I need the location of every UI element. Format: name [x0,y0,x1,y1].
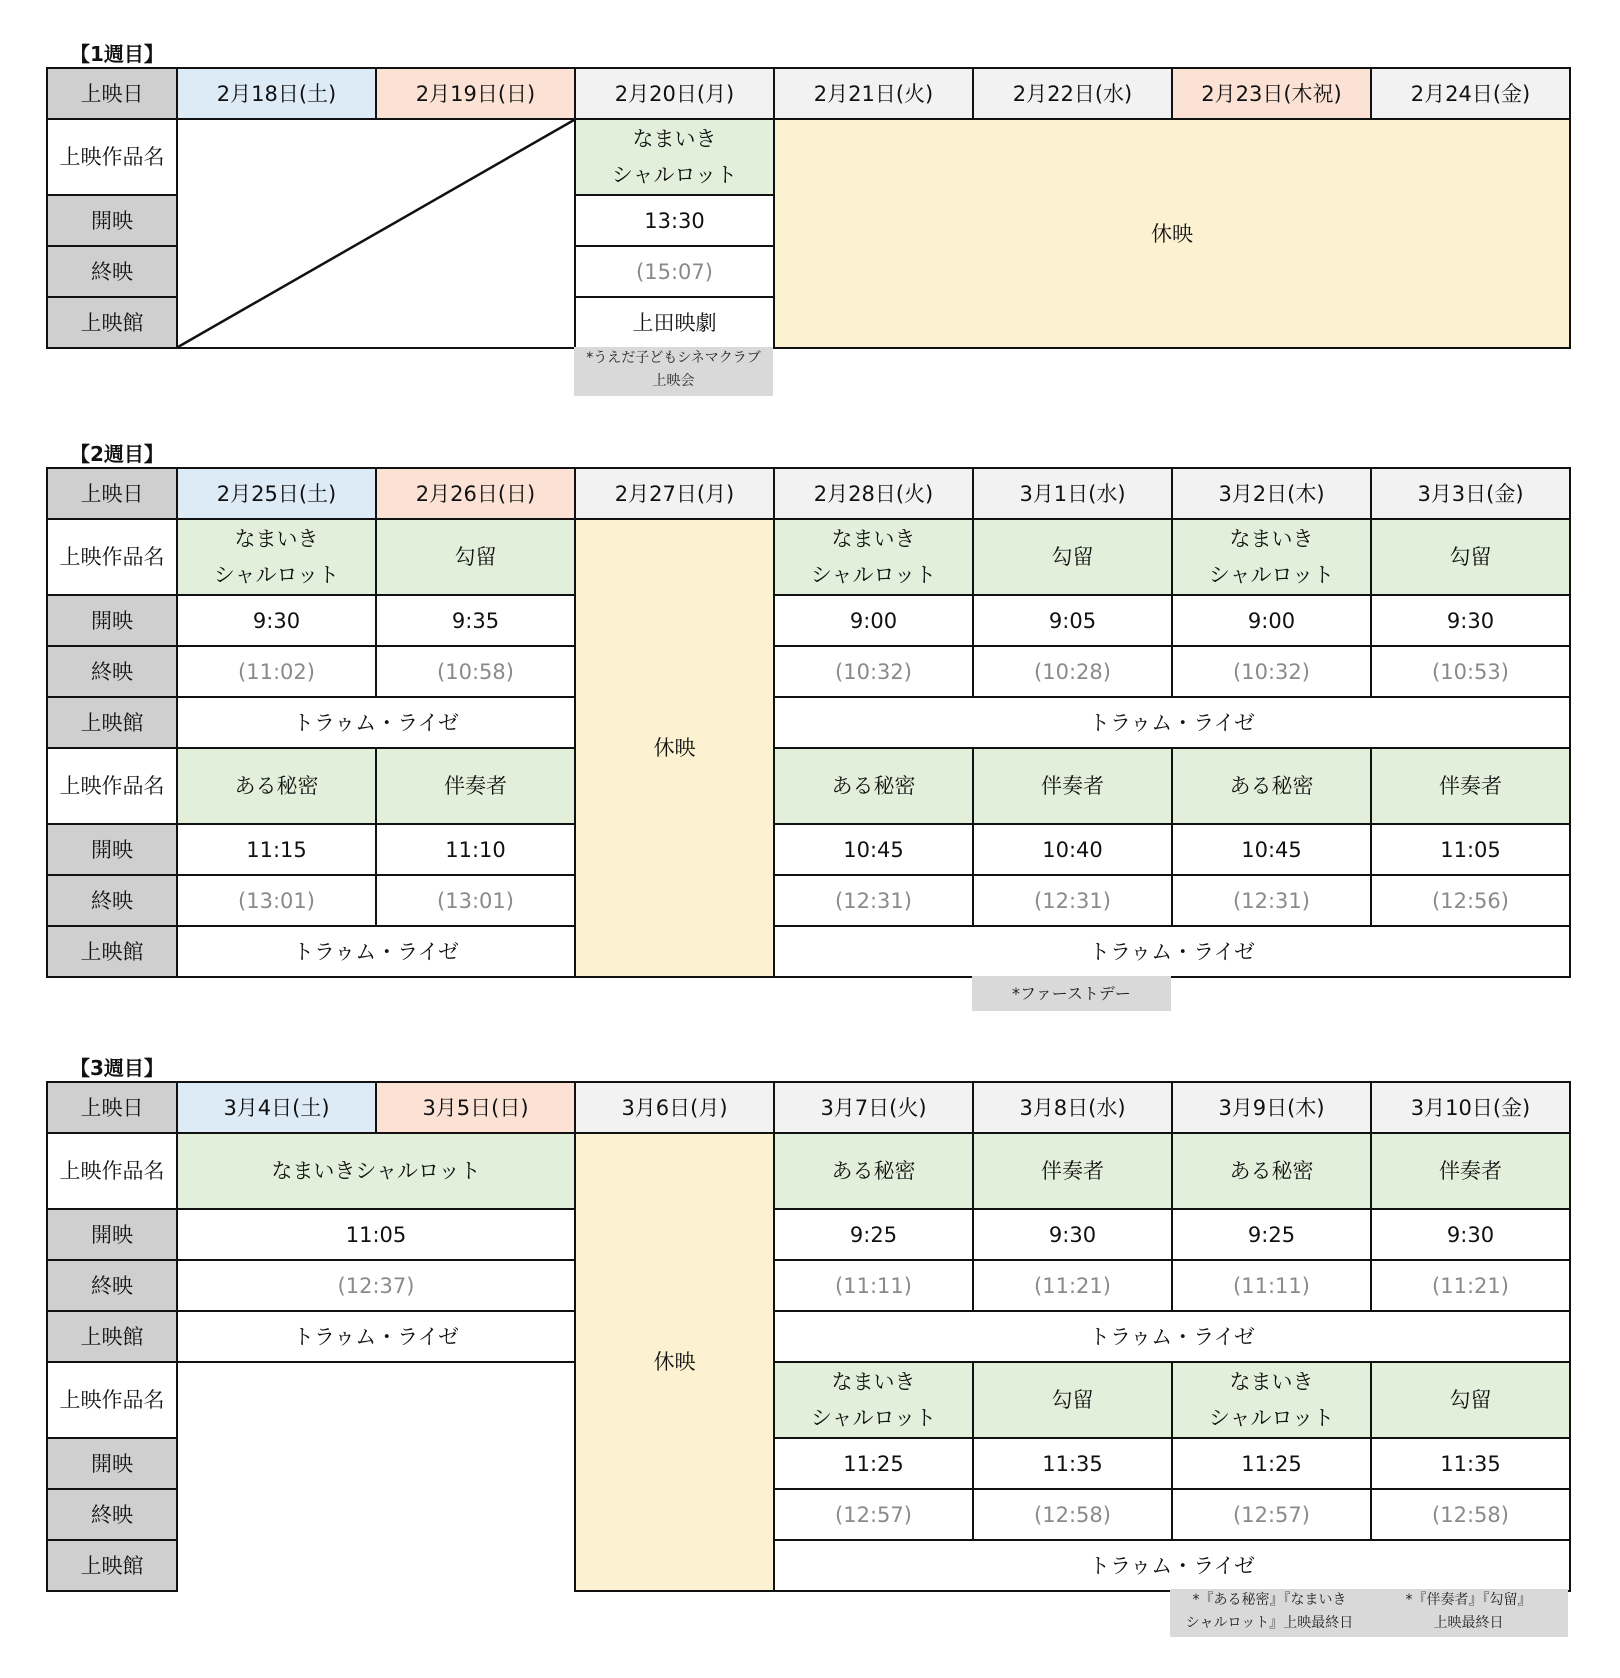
start-row-2 [47,824,1570,875]
start-fri: 11:35 [1371,1438,1570,1489]
film-wed: 伴奏者 [973,748,1172,824]
diagonal-line [178,120,574,347]
start-sat: 11:15 [177,824,376,875]
label-end: 終映 [47,246,177,297]
label-end: 終映 [47,875,177,926]
start-tue: 9:25 [774,1209,973,1260]
end-wed: (12:31) [973,875,1172,926]
week2-title: 【2週目】 [70,442,164,466]
note-line2: 上映会 [652,373,695,389]
end-fri: (12:56) [1371,875,1570,926]
end-tue: (12:31) [774,875,973,926]
end-row-1 [47,646,1570,697]
end-tue: (10:32) [774,646,973,697]
film-title-line1: なまいき [831,527,916,551]
date-sat: 2月25日(土) [177,468,376,519]
date-mon: 2月20日(月) [575,68,774,119]
film-sat [177,519,376,595]
venue-weekend: トラゥム・ライゼ [177,926,575,977]
start-wed: 10:40 [973,824,1172,875]
end-wed: (11:21) [973,1260,1172,1311]
film-fri: 勾留 [1371,1362,1570,1438]
film-fri: 伴奏者 [1371,1133,1570,1209]
date-sun: 3月5日(日) [376,1082,575,1133]
film-wed: 勾留 [973,1362,1172,1438]
film-tue [774,519,973,595]
label-venue: 上映館 [47,1540,177,1591]
date-tue: 3月7日(火) [774,1082,973,1133]
date-sun: 2月26日(日) [376,468,575,519]
film-title-line1: なまいき [831,1370,916,1394]
start-fri: 9:30 [1371,595,1570,646]
end-thu: (11:11) [1172,1260,1371,1311]
label-end: 終映 [47,1489,177,1540]
end-wed: (10:28) [973,646,1172,697]
note-line1: *『伴奏者』『勾留』 [1405,1592,1532,1608]
film-weekend: なまいきシャルロット [177,1133,575,1209]
note-line2: 上映最終日 [1433,1615,1504,1631]
date-row [47,1082,1570,1133]
date-thu: 3月2日(木) [1172,468,1371,519]
no-screening-cell [177,119,575,348]
label-venue: 上映館 [47,1311,177,1362]
film-title-line2: シャルロット [213,563,340,587]
film-sun: 勾留 [376,519,575,595]
start-fri: 9:30 [1371,1209,1570,1260]
film-row-2 [47,748,1570,824]
end-fri: (12:58) [1371,1489,1570,1540]
film-wed: 伴奏者 [973,1133,1172,1209]
film-title-line1: なまいき [234,527,319,551]
venue-mon: 上田映劇 [575,297,774,348]
date-thu-holiday: 2月23日(木祝) [1172,68,1371,119]
date-tue: 2月21日(火) [774,68,973,119]
film-wed: 勾留 [973,519,1172,595]
start-wed: 9:05 [973,595,1172,646]
film-title-line2: シャルロット [810,1406,937,1430]
label-film: 上映作品名 [47,748,177,824]
venue-weekday: トラゥム・ライゼ [774,1311,1570,1362]
end-sat: (11:02) [177,646,376,697]
start-fri: 11:05 [1371,824,1570,875]
week1-note [574,347,773,396]
closed-cell: 休映 [774,119,1570,348]
film-thu: ある秘密 [1172,748,1371,824]
venue-weekday: トラゥム・ライゼ [774,926,1570,977]
label-end: 終映 [47,1260,177,1311]
film-fri: 勾留 [1371,519,1570,595]
film-row-2 [47,1362,1570,1438]
start-wed: 11:35 [973,1438,1172,1489]
closed-cell: 休映 [575,519,774,977]
date-fri: 3月10日(金) [1371,1082,1570,1133]
end-sun: (10:58) [376,646,575,697]
date-thu: 3月9日(木) [1172,1082,1371,1133]
label-date: 上映日 [47,68,177,119]
start-sun: 9:35 [376,595,575,646]
start-weekend: 11:05 [177,1209,575,1260]
label-venue: 上映館 [47,297,177,348]
start-row-1 [47,595,1570,646]
venue-row-1 [47,697,1570,748]
film-sat: ある秘密 [177,748,376,824]
week2-schedule-table [46,467,1571,978]
label-start: 開映 [47,1209,177,1260]
label-start: 開映 [47,1438,177,1489]
film-tue: ある秘密 [774,748,973,824]
start-tue: 11:25 [774,1438,973,1489]
film-title-line2: シャルロット [810,563,937,587]
date-sun: 2月19日(日) [376,68,575,119]
end-tue: (11:11) [774,1260,973,1311]
film-title-line2: シャルロット [1208,1406,1335,1430]
end-row-2 [47,875,1570,926]
film-title-line2: シャルロット [611,163,738,187]
label-date: 上映日 [47,1082,177,1133]
label-film: 上映作品名 [47,1362,177,1438]
venue-weekday: トラゥム・ライゼ [774,1540,1570,1591]
label-venue: 上映館 [47,926,177,977]
date-row [47,68,1570,119]
label-film: 上映作品名 [47,1133,177,1209]
end-fri: (10:53) [1371,646,1570,697]
note-line1: *うえだ子どもシネマクラブ [586,350,761,366]
week1-title: 【1週目】 [70,42,164,66]
end-thu: (12:31) [1172,875,1371,926]
week3-note-last-day-b [1369,1589,1568,1637]
date-mon: 2月27日(月) [575,468,774,519]
date-sat: 3月4日(土) [177,1082,376,1133]
date-wed: 2月22日(水) [973,68,1172,119]
date-sat: 2月18日(土) [177,68,376,119]
end-tue: (12:57) [774,1489,973,1540]
week3-schedule-table [46,1081,1571,1592]
label-start: 開映 [47,595,177,646]
end-wed: (12:58) [973,1489,1172,1540]
film-title-line1: なまいき [1229,527,1314,551]
film-cell-mon [575,119,774,195]
start-wed: 9:30 [973,1209,1172,1260]
end-mon: (15:07) [575,246,774,297]
film-tue: ある秘密 [774,1133,973,1209]
date-fri: 3月3日(金) [1371,468,1570,519]
label-end: 終映 [47,646,177,697]
week1-schedule-table [46,67,1571,349]
note-line1: *『ある秘密』『なまいき [1192,1592,1347,1608]
venue-weekend: トラゥム・ライゼ [177,697,575,748]
venue-weekend: トラゥム・ライゼ [177,1311,575,1362]
week3-title: 【3週目】 [70,1056,164,1080]
film-row-1 [47,1133,1570,1209]
start-row-1 [47,1209,1570,1260]
end-weekend: (12:37) [177,1260,575,1311]
date-fri: 2月24日(金) [1371,68,1570,119]
venue-weekday: トラゥム・ライゼ [774,697,1570,748]
end-sun: (13:01) [376,875,575,926]
label-start: 開映 [47,195,177,246]
end-sat: (13:01) [177,875,376,926]
label-date: 上映日 [47,468,177,519]
start-thu: 11:25 [1172,1438,1371,1489]
date-wed: 3月1日(水) [973,468,1172,519]
start-mon: 13:30 [575,195,774,246]
film-thu [1172,1362,1371,1438]
film-sun: 伴奏者 [376,748,575,824]
venue-row-2 [47,926,1570,977]
date-row [47,468,1570,519]
label-film: 上映作品名 [47,119,177,195]
start-thu: 9:00 [1172,595,1371,646]
closed-cell: 休映 [575,1133,774,1591]
end-thu: (10:32) [1172,646,1371,697]
film-thu: ある秘密 [1172,1133,1371,1209]
film-row-1 [47,519,1570,595]
week2-note: *ファーストデー [972,976,1171,1011]
film-fri: 伴奏者 [1371,748,1570,824]
film-title-line2: シャルロット [1208,563,1335,587]
start-tue: 10:45 [774,824,973,875]
start-thu: 10:45 [1172,824,1371,875]
venue-row-1 [47,1311,1570,1362]
label-start: 開映 [47,824,177,875]
start-sat: 9:30 [177,595,376,646]
end-row-1 [47,1260,1570,1311]
end-fri: (11:21) [1371,1260,1570,1311]
date-wed: 3月8日(水) [973,1082,1172,1133]
note-line2: シャルロット』上映最終日 [1185,1615,1354,1631]
film-tue [774,1362,973,1438]
date-tue: 2月28日(火) [774,468,973,519]
start-thu: 9:25 [1172,1209,1371,1260]
start-sun: 11:10 [376,824,575,875]
film-row [47,119,1570,195]
label-venue: 上映館 [47,697,177,748]
film-title-line1: なまいき [632,127,717,151]
date-mon: 3月6日(月) [575,1082,774,1133]
start-tue: 9:00 [774,595,973,646]
week3-note-last-day-a [1170,1589,1369,1637]
film-thu [1172,519,1371,595]
film-title-line1: なまいき [1229,1370,1314,1394]
end-thu: (12:57) [1172,1489,1371,1540]
empty-weekend-cell [177,1362,575,1591]
label-film: 上映作品名 [47,519,177,595]
